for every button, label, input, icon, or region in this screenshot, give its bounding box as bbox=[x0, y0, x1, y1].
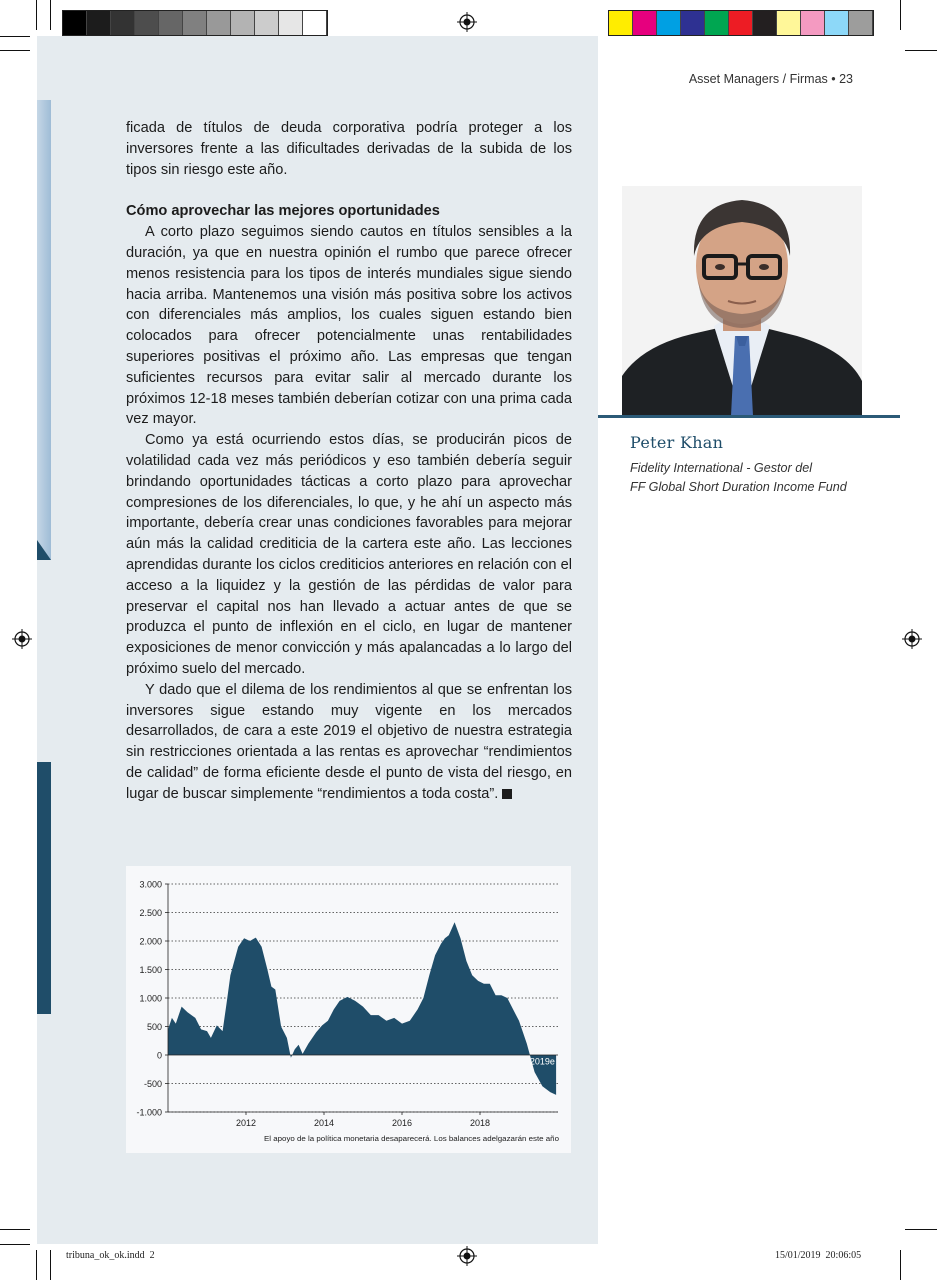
grayscale-color-bar bbox=[62, 10, 328, 36]
author-portrait-illustration bbox=[622, 186, 862, 416]
y-tick-label: 500 bbox=[146, 1022, 162, 1032]
intro-paragraph: ficada de títulos de deuda corporativa podría proteger a los inversores frente a las dificultades derivadas de la subida de los tipos sin riesgo este año. bbox=[126, 120, 572, 178]
running-head: Asset Managers / Firmas • 23 bbox=[688, 72, 853, 86]
paragraph-last bbox=[126, 680, 572, 805]
crop-mark bbox=[905, 1229, 937, 1230]
color-swatch bbox=[777, 11, 801, 35]
y-tick-label: 2.000 bbox=[139, 936, 162, 947]
registration-mark-icon bbox=[457, 1246, 477, 1266]
color-swatch bbox=[657, 11, 681, 35]
author-photo bbox=[622, 186, 862, 416]
section-heading: Cómo aprovechar las mejores oportunidades bbox=[126, 203, 440, 220]
y-tick-label: -500 bbox=[143, 1079, 162, 1089]
balance-sheet-chart bbox=[126, 866, 571, 1153]
crop-mark bbox=[50, 0, 51, 30]
paragraph-text: Y dado que el dilema de los rendimientos al que se enfrentan los inversores sigue estando muy vigente en los mercados desarrollados, de cara a este 2019 el objetivo de nuestra estrategia sin restricciones orientada a las rentas es aprovechar “rendimientos de calidad” de forma eficiente desde el punto de vista del riesgo, en lugar de buscar simplemente “rendimientos a toda costa”. bbox=[126, 681, 572, 802]
forecast-annotation: 2019e bbox=[529, 1056, 555, 1067]
x-tick-label: 2014 bbox=[313, 1118, 335, 1128]
author-role bbox=[630, 459, 890, 497]
author-role-line: Fidelity International - Gestor del bbox=[630, 461, 812, 475]
chart-canvas bbox=[126, 866, 571, 1153]
color-swatch bbox=[681, 11, 705, 35]
color-swatch bbox=[801, 11, 825, 35]
y-tick-label: 0 bbox=[156, 1050, 162, 1061]
crop-mark bbox=[0, 1244, 30, 1245]
color-swatch bbox=[825, 11, 849, 35]
crop-mark bbox=[50, 1250, 51, 1280]
photo-divider bbox=[598, 415, 900, 418]
x-tick-label: 2018 bbox=[469, 1118, 491, 1128]
crop-mark bbox=[0, 50, 30, 51]
decorative-side-band-dark bbox=[37, 762, 51, 1014]
y-tick-label: 3.000 bbox=[139, 879, 162, 890]
crop-mark bbox=[0, 1229, 30, 1230]
registration-mark-icon bbox=[902, 629, 922, 649]
crop-mark bbox=[905, 50, 937, 51]
color-swatch bbox=[753, 11, 777, 35]
gray-swatch bbox=[303, 11, 327, 35]
gray-swatch bbox=[231, 11, 255, 35]
x-tick-label: 2016 bbox=[391, 1118, 413, 1128]
crop-mark bbox=[0, 36, 30, 37]
y-tick-label: 1.500 bbox=[139, 965, 162, 975]
gray-swatch bbox=[183, 11, 207, 35]
gray-swatch bbox=[87, 11, 111, 35]
gray-swatch bbox=[159, 11, 183, 35]
crop-mark bbox=[900, 1250, 901, 1280]
y-tick-label: 1.000 bbox=[139, 993, 162, 1004]
data-area-series bbox=[168, 922, 556, 1095]
slug-file-name: tribuna_ok_ok.indd 2 bbox=[66, 1250, 155, 1261]
paragraph: Como ya está ocurriendo estos días, se producirán picos de volatilidad cada vez más periódicos y eso también debería seguir brindando oportunidades tácticas a corto plazo para aprovechar compresiones de los diferenciales, lo que, y he ahí un aspecto más importante, debería crear unas condiciones favorables para mejorar aún más la calidad crediticia de la cartera este año. Las lecciones aprendidas durante los ciclos crediticios anteriores en relación con el acceso a la liquidez y la gestión de las pérdidas de valor para preservar el capital nos han llevado a actuar antes de que se produzca el punto de inflexión en el ciclo, en lugar de mantener exposiciones de menor convicción y más apalancadas a lo largo del próximo suelo del mercado. bbox=[126, 432, 572, 677]
color-swatch bbox=[633, 11, 657, 35]
y-tick-label: 2.500 bbox=[139, 908, 162, 918]
decorative-side-wedge bbox=[37, 540, 51, 560]
x-tick-label: 2012 bbox=[235, 1118, 257, 1128]
paragraph: A corto plazo seguimos siendo cautos en títulos sensibles a la duración, ya que en nuestra opinión el rumbo que parece ofrecer menos resistencia para los tipos de interés mundiales sigue siendo hacia arriba. Mantenemos una visión más positiva sobre los activos con diferenciales más amplios, los cuales siguen estando bien colocados para ofrecer potencialmente unas rentabilidades superiores positivas el próximo año. Las empresas que tengan suficientes recursos para evitar salir al mercado durante los próximos 12-18 meses también deberían cotizar con una prima cada vez mayor. bbox=[126, 224, 572, 428]
gray-swatch bbox=[63, 11, 87, 35]
article-body bbox=[126, 118, 572, 805]
y-tick-label: -1.000 bbox=[136, 1107, 162, 1118]
author-name: Peter Khan bbox=[630, 433, 724, 452]
registration-mark-icon bbox=[12, 629, 32, 649]
color-swatch bbox=[849, 11, 873, 35]
author-role-line: FF Global Short Duration Income Fund bbox=[630, 480, 847, 494]
color-swatch bbox=[729, 11, 753, 35]
registration-mark-icon bbox=[457, 12, 477, 32]
process-color-bar bbox=[608, 10, 874, 36]
gray-swatch bbox=[279, 11, 303, 35]
crop-mark bbox=[36, 0, 37, 30]
decorative-side-band bbox=[37, 100, 51, 560]
chart-caption: El apoyo de la política monetaria desaparecerá. Los balances adelgazarán este año bbox=[264, 1134, 559, 1143]
gray-swatch bbox=[135, 11, 159, 35]
gray-swatch bbox=[111, 11, 135, 35]
end-of-article-mark bbox=[502, 789, 512, 799]
color-swatch bbox=[705, 11, 729, 35]
slug-timestamp: 15/01/2019 20:06:05 bbox=[775, 1250, 862, 1261]
gray-swatch bbox=[255, 11, 279, 35]
gray-swatch bbox=[207, 11, 231, 35]
crop-mark bbox=[900, 0, 901, 30]
crop-mark bbox=[36, 1250, 37, 1280]
color-swatch bbox=[609, 11, 633, 35]
